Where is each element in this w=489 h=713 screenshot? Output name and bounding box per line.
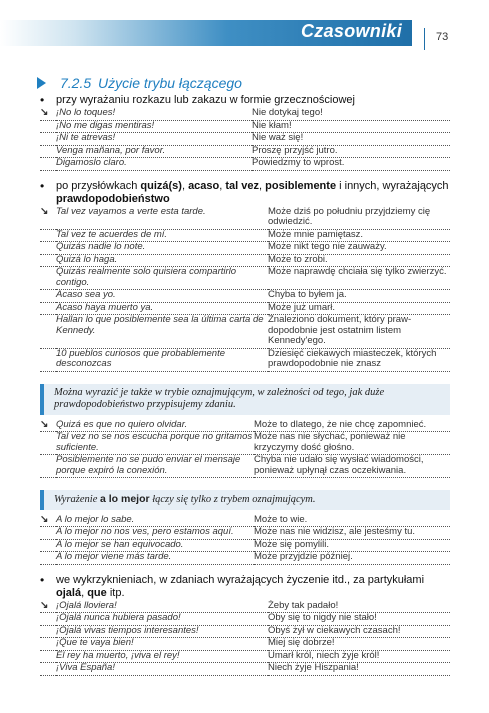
example-row bbox=[40, 601, 450, 613]
arrow-icon: ↘ bbox=[40, 205, 49, 217]
example-row bbox=[40, 527, 450, 540]
example-row bbox=[40, 552, 450, 565]
example-row bbox=[40, 420, 450, 432]
arrow-icon bbox=[40, 539, 56, 552]
note-text: Można wyrazić je także w trybie oznajmującym, w zależności od tego, jak duże prawdopodobieństwo przypisujemy zdaniu. bbox=[54, 386, 385, 410]
example-row bbox=[40, 158, 450, 171]
example-row bbox=[40, 455, 450, 478]
spanish-example: Acaso sea yo. bbox=[56, 289, 116, 300]
polish-translation: Dziesięć ciekawych miasteczek, których prawdopodobnie nie znasz bbox=[268, 347, 437, 369]
arrow-icon bbox=[40, 650, 56, 663]
example-row bbox=[40, 650, 450, 663]
spanish-example: Quizá lo haga. bbox=[56, 253, 118, 265]
arrow-icon bbox=[40, 455, 56, 478]
spanish-example: ¡No me digas mentiras! bbox=[56, 119, 155, 131]
arrow-icon bbox=[40, 267, 56, 290]
section-title: Użycie trybu łączącego bbox=[98, 75, 242, 91]
section-heading bbox=[40, 75, 450, 93]
spanish-example: ¡Ni te atrevas! bbox=[56, 132, 116, 143]
examples-table-adverbs bbox=[40, 207, 450, 372]
arrow-icon bbox=[40, 254, 56, 267]
spanish-example: Acaso haya muerto ya. bbox=[56, 301, 154, 313]
arrow-icon bbox=[40, 133, 56, 146]
polish-translation: Może dziś po południu przyjdziemy cię odwiedzić. bbox=[268, 205, 431, 227]
arrow-icon bbox=[40, 302, 56, 315]
spanish-example: A lo mejor lo sabe. bbox=[56, 513, 135, 525]
example-row bbox=[40, 207, 450, 230]
spanish-example: ¡Ojalá vivas tiempos interesantes! bbox=[56, 624, 199, 636]
arrow-icon bbox=[40, 158, 56, 171]
page-content bbox=[40, 75, 450, 676]
spanish-example: A lo mejor viene más tarde. bbox=[56, 551, 172, 562]
arrow-icon bbox=[40, 432, 56, 455]
keyword-ojala: ojalá bbox=[56, 586, 82, 599]
polish-translation: Obyś żył w ciekawych czasach! bbox=[268, 624, 401, 636]
polish-translation: Chyba nie udało się wysłać wiadomości, ponieważ upłynął czas oczekiwania. bbox=[254, 454, 424, 476]
spanish-example: ¡Viva España! bbox=[56, 662, 115, 673]
polish-translation: Może to wie. bbox=[254, 513, 308, 525]
keyword-posiblemente: posiblemente bbox=[265, 179, 337, 192]
examples-table-exclamations bbox=[40, 601, 450, 676]
arrow-icon: ↘ bbox=[40, 513, 49, 525]
note-indicative bbox=[40, 384, 450, 415]
spanish-example: ¡Que te vaya bien! bbox=[56, 637, 134, 648]
polish-translation: Może już umarł. bbox=[268, 301, 336, 313]
spanish-example: ¡No lo toques! bbox=[56, 107, 116, 118]
bullet-text: i innych, wyrażających bbox=[336, 179, 449, 192]
arrow-icon bbox=[40, 242, 56, 255]
polish-translation: Może mnie pamiętasz. bbox=[268, 228, 364, 240]
separator: , bbox=[81, 586, 88, 599]
spanish-example: Tal vez no se nos escucha porque no gritamos suficiente. bbox=[56, 431, 253, 453]
note-text: Wyrażenie bbox=[54, 494, 100, 505]
spanish-example: Quizás realmente solo quisiera compartirlo contigo. bbox=[56, 266, 237, 288]
polish-translation: Znaleziono dokument, który prawdopodobnie jest ostatnim listem Kennedy'ego. bbox=[268, 314, 412, 346]
arrow-icon bbox=[40, 145, 56, 158]
polish-translation: Nie kłam! bbox=[252, 119, 292, 131]
example-row bbox=[40, 539, 450, 552]
example-row bbox=[40, 290, 450, 303]
examples-table-a-lo-mejor bbox=[40, 515, 450, 565]
spanish-example: 10 pueblos curiosos que probablemente desconozcas bbox=[56, 347, 226, 369]
spanish-example: Digamoslo claro. bbox=[56, 157, 127, 168]
separator: , bbox=[181, 179, 189, 192]
arrow-icon bbox=[40, 527, 56, 540]
section-triangle-icon bbox=[37, 77, 46, 89]
page-number-divider bbox=[424, 28, 425, 50]
spanish-example: A lo mejor no nos ves, pero estamos aquí. bbox=[56, 526, 234, 537]
keyword-acaso: acaso bbox=[188, 179, 220, 192]
example-row bbox=[40, 663, 450, 676]
polish-translation: Może nas nie widzisz, ale jesteśmy tu. bbox=[254, 526, 416, 537]
polish-translation: Nie dotykaj tego! bbox=[252, 107, 323, 118]
spanish-example: Venga mañana, por favor. bbox=[56, 144, 166, 156]
spanish-example: A lo mejor se han equivocado. bbox=[56, 538, 184, 550]
polish-translation: Może nas nie słychać, ponieważ nie krzyczymy dość głośno. bbox=[254, 431, 406, 453]
bullet-text: po przysłówkach bbox=[56, 179, 141, 192]
page-number: 73 bbox=[436, 31, 449, 43]
polish-translation: Może naprawdę chciała się tylko zwierzyć. bbox=[268, 266, 447, 277]
spanish-example: El rey ha muerto, ¡viva el rey! bbox=[56, 649, 180, 661]
polish-translation: Żeby tak padało! bbox=[268, 599, 339, 611]
example-row bbox=[40, 638, 450, 651]
polish-translation: Umarł król, niech żyje król! bbox=[268, 649, 380, 661]
example-row bbox=[40, 348, 450, 371]
bullet-commands bbox=[40, 94, 450, 107]
spanish-example: ¡Ojalá lloviera! bbox=[56, 599, 117, 611]
keyword-prawdopodobienstwo: prawdopodobieństwo bbox=[56, 192, 170, 205]
spanish-example: Posiblemente no se pudo enviar el mensaje porque expiró la conexión. bbox=[56, 454, 241, 476]
polish-translation: Powiedzmy to wprost. bbox=[252, 157, 345, 168]
polish-translation: Miej się dobrze! bbox=[268, 637, 335, 648]
spanish-example: Tal vez te acuerdes de mí. bbox=[56, 228, 168, 240]
example-row bbox=[40, 625, 450, 638]
arrow-icon bbox=[40, 348, 56, 371]
spanish-example: Tal vez vayamos a verte esta tarde. bbox=[56, 205, 206, 217]
example-row bbox=[40, 267, 450, 290]
note-text: łączy się tylko z trybem oznajmującym. bbox=[149, 494, 316, 505]
arrow-icon bbox=[40, 315, 56, 349]
keyword-que: que bbox=[87, 586, 107, 599]
examples-table-indicative bbox=[40, 420, 450, 479]
keyword-quizas: quizá(s) bbox=[140, 179, 182, 192]
spanish-example: ¡Ojalá nunca hubiera pasado! bbox=[56, 612, 181, 623]
polish-translation: Nie waż się! bbox=[252, 132, 304, 143]
arrow-icon bbox=[40, 613, 56, 626]
example-row bbox=[40, 145, 450, 158]
example-row bbox=[40, 108, 450, 120]
keyword-a-lo-mejor: a lo mejor bbox=[99, 493, 150, 505]
arrow-icon bbox=[40, 290, 56, 303]
separator: , bbox=[219, 179, 226, 192]
separator: , bbox=[259, 179, 266, 192]
keyword-tal-vez: tal vez bbox=[225, 179, 260, 192]
arrow-icon bbox=[40, 552, 56, 565]
bullet-text: we wykrzyknieniach, w zdaniach wyrażających życzenie itd., za partykułami bbox=[56, 573, 425, 586]
arrow-icon bbox=[40, 120, 56, 133]
example-row bbox=[40, 613, 450, 626]
polish-translation: Chyba to byłem ja. bbox=[268, 289, 347, 300]
spanish-example: Hallan lo que posiblemente sea la última carta de Kennedy. bbox=[56, 314, 264, 336]
arrow-icon: ↘ bbox=[40, 418, 49, 430]
polish-translation: Może to zrobi. bbox=[268, 253, 328, 265]
arrow-icon: ↘ bbox=[40, 599, 49, 611]
polish-translation: Może przyjdzie później. bbox=[254, 551, 353, 562]
example-row bbox=[40, 229, 450, 242]
arrow-icon bbox=[40, 229, 56, 242]
example-row bbox=[40, 254, 450, 267]
example-row bbox=[40, 315, 450, 349]
section-number: 7.2.5 bbox=[60, 75, 92, 91]
bullet-text: itp. bbox=[106, 586, 125, 599]
polish-translation: Może się pomylili. bbox=[254, 538, 329, 550]
polish-translation: Może to dlatego, że nie chcę zapomnieć. bbox=[254, 418, 427, 430]
example-row bbox=[40, 302, 450, 315]
example-row bbox=[40, 432, 450, 455]
arrow-icon: ↘ bbox=[40, 107, 49, 118]
note-a-lo-mejor bbox=[40, 490, 450, 510]
polish-translation: Niech żyje Hiszpania! bbox=[268, 662, 359, 673]
examples-table-commands bbox=[40, 108, 450, 171]
arrow-icon bbox=[40, 638, 56, 651]
spanish-example: Quizás nadie lo note. bbox=[56, 241, 146, 252]
chapter-title: Czasowniki bbox=[300, 21, 402, 41]
polish-translation: Oby się to nigdy nie stało! bbox=[268, 612, 377, 623]
example-row bbox=[40, 133, 450, 146]
bullet-exclamations bbox=[40, 574, 450, 600]
bullet-text: przy wyrażaniu rozkazu lub zakazu w formie grzecznościowej bbox=[56, 94, 355, 106]
example-row bbox=[40, 515, 450, 527]
chapter-header-bar bbox=[0, 20, 412, 46]
arrow-icon bbox=[40, 663, 56, 676]
polish-translation: Może nikt tego nie zauważy. bbox=[268, 241, 387, 252]
spanish-example: Quizá es que no quiero olvidar. bbox=[56, 418, 188, 430]
example-row bbox=[40, 242, 450, 255]
bullet-adverbs bbox=[40, 180, 450, 206]
example-row bbox=[40, 120, 450, 133]
polish-translation: Proszę przyjść jutro. bbox=[252, 144, 338, 156]
arrow-icon bbox=[40, 625, 56, 638]
